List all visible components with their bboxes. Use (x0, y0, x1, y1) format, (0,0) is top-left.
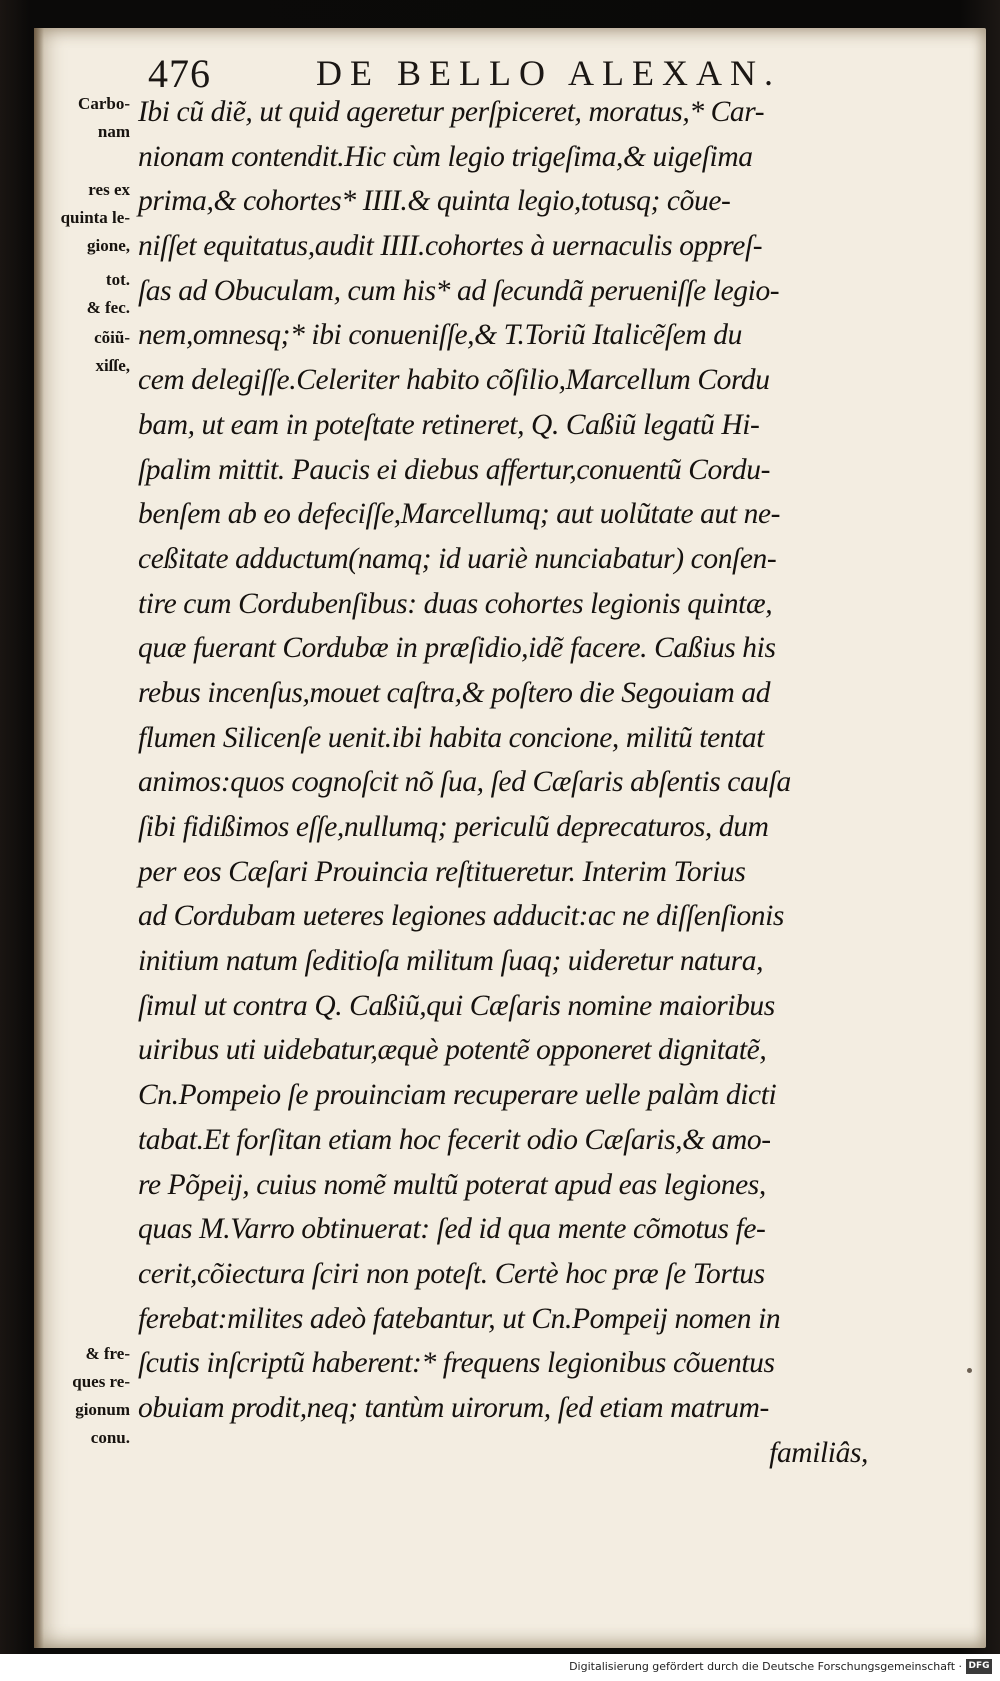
text-line: ceßitate adductum(namq; id uariè nunciabatur) conſen- (138, 542, 777, 575)
page-number: 476 (148, 51, 211, 96)
text-line: Ibi cũ diẽ, ut quid ageretur perſpiceret, moratus,* Car- (138, 96, 765, 128)
paper-speck (967, 1368, 972, 1373)
text-line: quæ fuerant Cordubæ in præſidio,idẽ facere. Caßius his (138, 632, 776, 665)
text-line: rebus incenſus,mouet caſtra,& poſtero die Segouiam ad (138, 676, 771, 709)
margin-note-line: xiſſe, (95, 356, 130, 375)
text-line: nem,omnesq;* ibi conueniſſe,& T.Toriũ Italicẽſem du (138, 319, 742, 352)
text-line: uiribus uti uidebatur,æquè potentẽ opponeret dignitatẽ, (138, 1034, 767, 1067)
body-text (138, 90, 938, 1475)
text-line: ſibi fidißimos eſſe,nullumq; periculũ deprecaturos, dum (138, 811, 769, 843)
margin-note-line: gione, (87, 236, 130, 255)
text-line: ſcutis inſcriptũ haberent:* frequens legionibus cõuentus (138, 1347, 775, 1380)
text-line: ferebat:milites adeò fatebantur, ut Cn.Pompeij nomen in (138, 1302, 781, 1335)
margin-note-line: tot. (105, 270, 130, 289)
text-line: tabat.Et forſitan etiam hoc fecerit odio Cæſaris,& amo- (138, 1123, 771, 1156)
margin-note-line: cõiũ- (94, 328, 130, 347)
margin-note-line: nam (97, 122, 130, 141)
text-line: Cn.Pompeio ſe prouinciam recuperare uelle palàm dicti (138, 1079, 777, 1112)
margin-note-line: & fre- (85, 1344, 130, 1363)
text-line: benſem ab eo defeciſſe,Marcellumq; aut uolũtate aut ne- (138, 498, 781, 531)
margin-note-line: res ex (88, 180, 130, 199)
running-title: DE BELLO ALEXAN. (316, 53, 781, 93)
margin-note-line: & fec. (86, 298, 130, 317)
margin-note (34, 324, 134, 380)
text-line: niſſet equitatus,audit IIII.cohortes à uernaculis oppreſ- (138, 230, 763, 263)
footer-bar (0, 1654, 1000, 1681)
margin-note-line: gionum (75, 1400, 130, 1419)
margin-note-line: quinta le- (60, 208, 130, 227)
dfg-logo-icon: DFG (966, 1659, 992, 1674)
text-line: re Põpeij, cuius nomẽ multũ poterat apud eas legiones, (138, 1168, 766, 1201)
text-line: ad Cordubam ueteres legiones adducit:ac ne diſſenſionis (138, 900, 785, 933)
margin-note (34, 266, 134, 322)
margin-note (34, 1340, 134, 1452)
catchword-line: familiâs, (769, 1436, 868, 1469)
text-line: obuiam prodit,neq; tantùm uirorum, ſed etiam matrum- (138, 1391, 769, 1424)
text-line: prima,& cohortes* IIII.& quinta legio,totusq; cõue- (138, 185, 731, 218)
text-line: ſimul ut contra Q. Caßiũ,qui Cæſaris nomine maioribus (138, 989, 775, 1022)
text-line: nionam contendit.Hic cùm legio trigeſima,& uigeſima (138, 140, 753, 173)
text-line: bam, ut eam in poteſtate retineret, Q. Caßiũ legatũ Hi- (138, 408, 760, 441)
text-line: cerit,cõiectura ſciri non poteſt. Certè hoc præ ſe Tortus (138, 1257, 765, 1290)
text-line: ſpalim mittit. Paucis ei diebus affertur,conuentũ Cordu- (138, 453, 771, 486)
text-line: animos:quos cognoſcit nõ ſua, ſed Cæſaris abſentis cauſa (138, 766, 791, 799)
digitization-credit: Digitalisierung gefördert durch die Deutsche Forschungsgemeinschaft · (569, 1660, 962, 1673)
margin-note-line: Carbo- (78, 94, 130, 113)
margin-note (34, 90, 134, 146)
text-line: tire cum Cordubenſibus: duas cohortes legionis quintæ, (138, 587, 773, 620)
margin-note-line: ques re- (72, 1372, 130, 1391)
text-line: flumen Silicenſe uenit.ibi habita concione, militũ tentat (138, 721, 765, 754)
text-line: ſas ad Obuculam, cum his* ad ſecundã perueniſſe legio- (138, 274, 780, 307)
text-line: quas M.Varro obtinuerat: ſed id qua mente cõmotus fe- (138, 1213, 766, 1246)
text-line: cem delegiſſe.Celeriter habito cõſilio,Marcellum Cordu (138, 364, 770, 397)
text-line: initium natum ſeditioſa militum ſuaq; uideretur natura, (138, 945, 764, 978)
margin-note-line: conu. (90, 1428, 130, 1447)
text-line: per eos Cæſari Prouincia reſtitueretur. Interim Torius (138, 855, 746, 888)
margin-note (34, 176, 134, 260)
